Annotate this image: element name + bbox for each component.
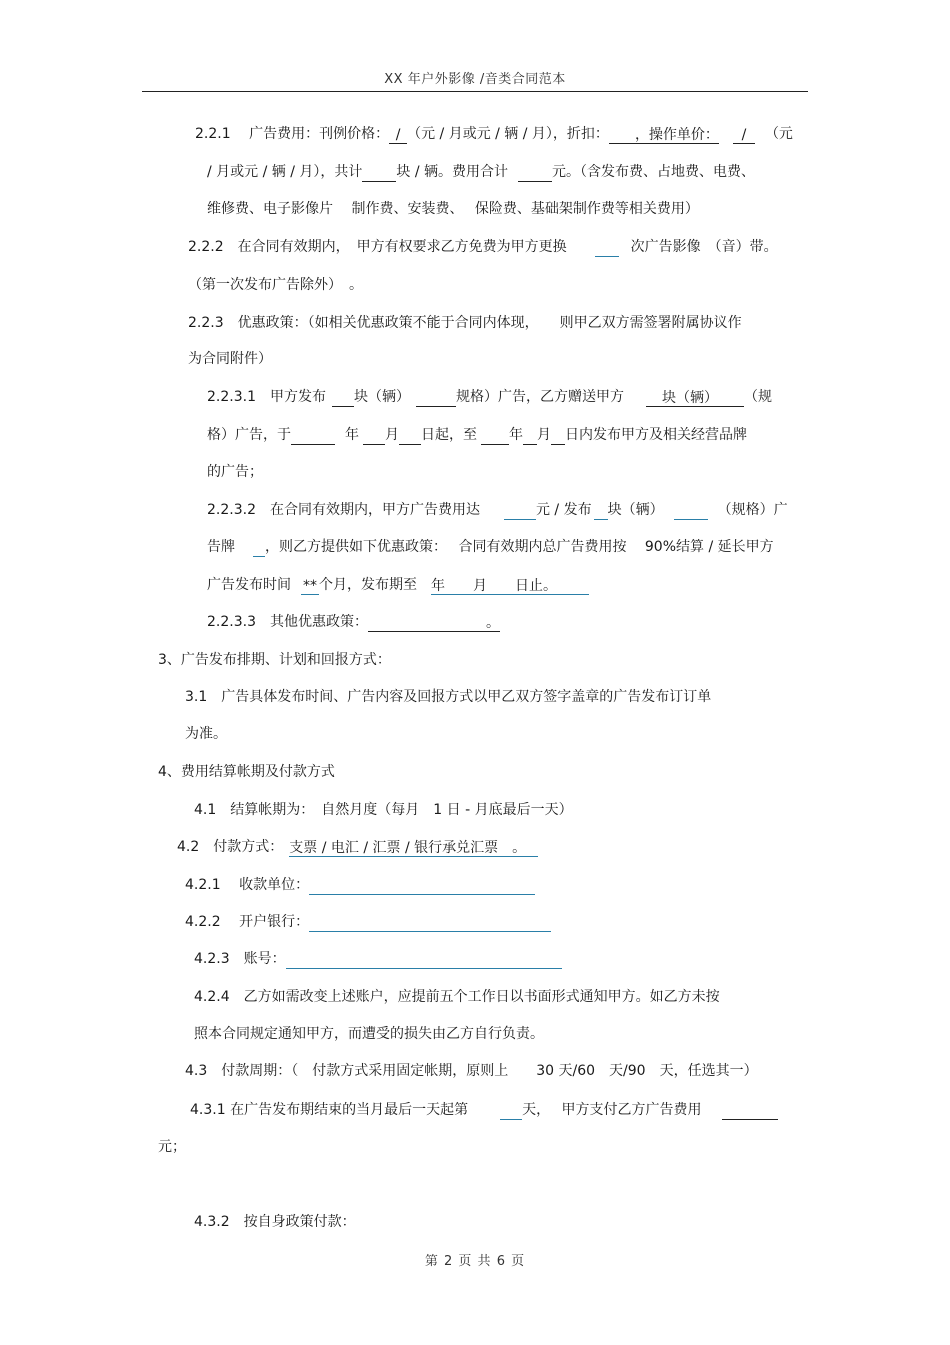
clause-4-1: 4.1 结算帐期为： 自然月度（每月 1 日 - 月底最后一天） (194, 802, 573, 818)
publish-spec-blank (416, 388, 456, 407)
clause-2-2-3-line2: 为合同附件） (188, 351, 272, 367)
page-header: XX 年户外影像 /音类合同范本 (384, 72, 566, 87)
clause-2-2-3-2-line1: 2.2.3.2 在合同有效期内，甲方广告费用达 元 / 发布 块（辆） （规格）广 (207, 502, 788, 518)
clause-2-2-3-line1: 2.2.3 优惠政策：（如相关优惠政策不能于合同内体现， 则甲乙双方需签署附属协议作 (188, 315, 742, 331)
page-footer: 第 2 页 共 6 页 (424, 1254, 526, 1269)
clause-4-2: 4.2 付款方式： 支票 / 电汇 / 汇票 / 银行承兑汇票 。 (177, 837, 538, 857)
total-fee-blank (518, 163, 552, 182)
payee-blank (309, 876, 535, 895)
clause-3-1-line2: 为准。 (185, 726, 227, 742)
board-blocks-blank (594, 501, 608, 520)
other-policy-blank: 。 (368, 613, 500, 632)
clause-2-2-3-2-line2: 告牌 ，则乙方提供如下优惠政策： 合同有效期内总广告费用按 90%结算 / 延长甲方 (207, 539, 774, 555)
fee-threshold-blank (504, 501, 536, 520)
clause-4-3-1-line2: 元； (158, 1139, 186, 1155)
clause-4-3-1-line1: 4.3.1 在广告发布期结束的当月最后一天起第 天， 甲方支付乙方广告费用 (190, 1100, 778, 1120)
clause-4-2-4-line1: 4.2.4 乙方如需改变上述账户，应提前五个工作日以书面形式通知甲方。如乙方未按 (194, 989, 720, 1005)
bank-blank (309, 913, 551, 932)
clause-2-2-3-1-line1: 2.2.3.1 甲方发布 块（辆） 规格）广告，乙方赠送甲方 块（辆） （规 (207, 389, 772, 406)
discount-blank (609, 125, 635, 144)
clause-2-2-1-line1: 2.2.1 广告费用：刊例价格： / （元 / 月或元 / 辆 / 月），折扣： ，操作单价： / （元 (195, 126, 793, 143)
clause-4-3-2: 4.3.2 按自身政策付款： (194, 1214, 356, 1230)
section-3-title: 3、广告发布排期、计划和回报方式： (158, 652, 391, 668)
extend-months-blank: ** (303, 578, 317, 594)
gift-spec-blank (718, 388, 744, 407)
start-day-blank (399, 426, 421, 445)
clause-4-2-1: 4.2.1 收款单位： (185, 875, 535, 895)
clause-3-1-line1: 3.1 广告具体发布时间、广告内容及回报方式以甲乙双方签字盖章的广告发布订订单 (185, 689, 712, 705)
publish-end-date: 年 月 日止。 (431, 576, 589, 595)
publish-blocks-blank (332, 388, 354, 407)
clause-2-2-2-line1: 2.2.2 在合同有效期内， 甲方有权要求乙方免费为甲方更换 次广告影像 （音）带。 (188, 239, 778, 255)
clause-2-2-3-1-line2: 格）广告，于 年 月 日起，至 年 月 日内发布甲方及相关经营品牌 (207, 427, 747, 443)
clause-4-2-4-line2: 照本合同规定通知甲方，而遭受的损失由乙方自行负责。 (194, 1026, 544, 1042)
clause-4-3: 4.3 付款周期：（ 付款方式采用固定帐期，原则上 30 天/60 天/90 天，任选其一） (185, 1063, 758, 1079)
gift-blocks-blank (646, 388, 662, 407)
section-4-title: 4、费用结算帐期及付款方式 (158, 764, 335, 780)
clause-4-2-3: 4.2.3 账号： (194, 949, 562, 969)
clause-4-2-2: 4.2.2 开户银行： (185, 912, 551, 932)
total-blocks-blank (362, 163, 396, 182)
clause-2-2-3-1-line3: 的广告； (207, 464, 263, 480)
ad-fee-blank (722, 1101, 778, 1120)
end-year-blank (481, 426, 509, 445)
days-blank (500, 1101, 522, 1120)
start-year-blank (291, 426, 335, 445)
end-month-blank (523, 426, 537, 445)
board-spec-blank (674, 501, 708, 520)
clause-2-2-1-line3: 维修费、电子影像片 制作费、安装费、 保险费、基础架制作费等相关费用） (207, 201, 699, 217)
clause-2-2-2-line2: （第一次发布广告除外） 。 (188, 277, 363, 293)
clause-2-2-3-2-line3: 广告发布时间 ** 个月，发布期至 年 月 日止。 (207, 575, 589, 595)
replace-times-blank (595, 238, 619, 257)
board-name-blank (253, 538, 265, 557)
unit-price-blank: / (733, 125, 755, 144)
start-month-blank (363, 426, 385, 445)
header-divider (142, 91, 808, 92)
payment-method-value: 支票 / 电汇 / 汇票 / 银行承兑汇票 。 (289, 838, 538, 857)
list-price-blank: / (389, 125, 407, 144)
end-day-blank (551, 426, 565, 445)
clause-2-2-3-3: 2.2.3.3 其他优惠政策： 。 (207, 614, 500, 631)
clause-2-2-1-line2: / 月或元 / 辆 / 月），共计 块 / 辆。费用合计 元。（含发布费、占地费、电费、 (207, 164, 756, 180)
account-blank (286, 950, 562, 969)
